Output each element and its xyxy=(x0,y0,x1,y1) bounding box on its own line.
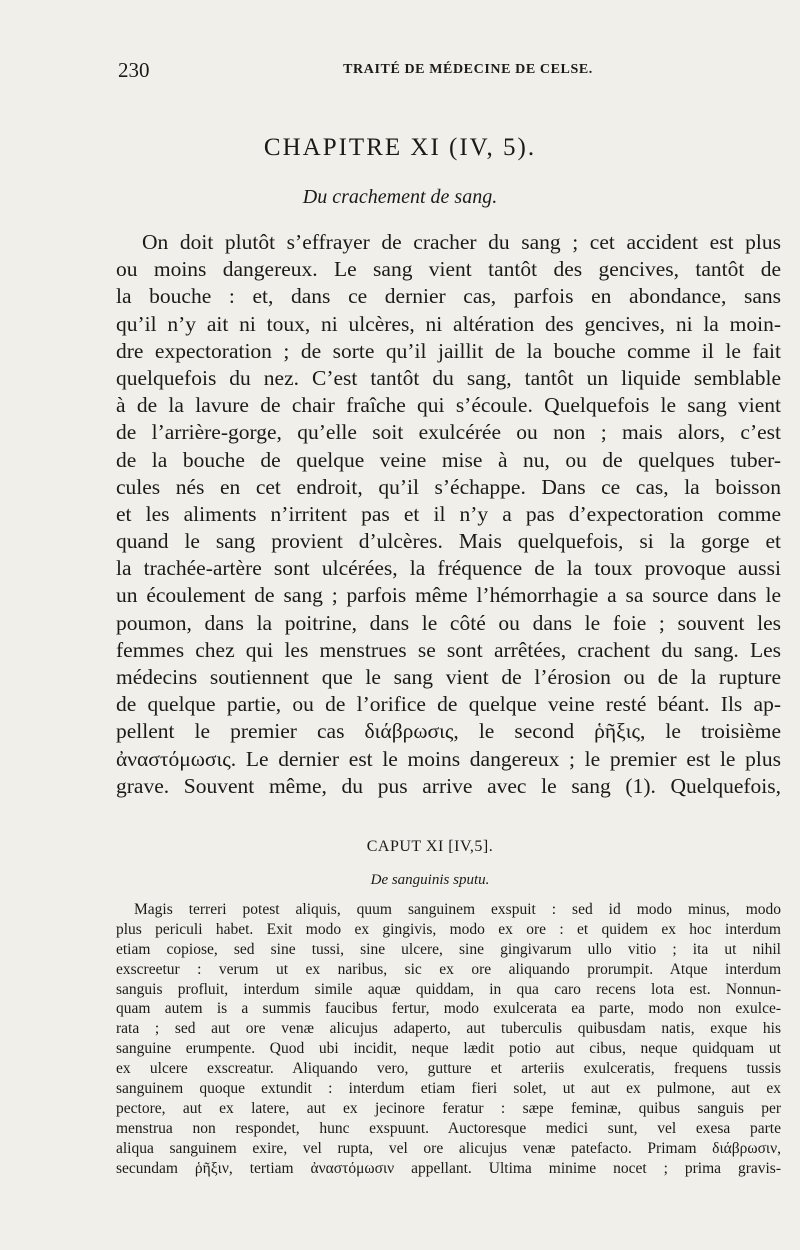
chapter-subtitle: Du crachement de sang. xyxy=(302,186,498,208)
text-line: femmes chez qui les menstrues se sont arrêtées, crachent du sang. Les xyxy=(116,637,781,662)
text-line: la bouche : et, dans ce dernier cas, parfois en abondance, sans xyxy=(116,284,781,309)
text-line: à de la lavure de chair fraîche qui s’écoule. Quelquefois le sang vient xyxy=(116,393,781,418)
page-number: 230 xyxy=(118,58,150,82)
text-line: grave. Souvent même, du pus arrive avec le sang (1). Quelquefois, xyxy=(116,773,781,798)
text-line: sanguis profluit, interdum simile aquæ quiddam, in qua caro recens lota est. Nonnun- xyxy=(116,980,781,998)
text-line: la trachée-artère sont ulcérées, la fréquence de la toux provoque aussi xyxy=(116,556,781,581)
text-line: Magis terreri potest aliquis, quum sanguinem exspuit : sed id modo minus, modo xyxy=(134,901,781,918)
text-line: ou moins dangereux. Le sang vient tantôt des gencives, tantôt de xyxy=(116,257,781,282)
text-line: plus periculi habet. Exit modo ex gingivis, modo ex ore : et quidem ex hoc interdum xyxy=(116,920,781,938)
text-line: On doit plutôt s’effrayer de cracher du sang ; cet accident est plus xyxy=(142,230,781,254)
text-line: quam autem is a summis faucibus fertur, modo exulcerata ea parte, modo non exulce- xyxy=(116,1000,781,1018)
latin-paragraph xyxy=(116,900,781,1178)
text-line: sanguine erumpente. Quod ubi incidit, neque lædit potio aut cibus, neque quidquam ut xyxy=(116,1040,781,1058)
text-line: menstrua non respondet, hunc exspuunt. Auctoresque medici sunt, vel exesa parte xyxy=(116,1119,781,1137)
caput-subtitle: De sanguinis sputu. xyxy=(370,872,490,888)
text-line: poumon, dans la poitrine, dans le côté ou dans le foie ; souvent les xyxy=(116,610,781,635)
french-paragraph xyxy=(116,229,781,800)
text-line: quelquefois du nez. C’est tantôt du sang, tantôt un liquide semblable xyxy=(116,365,781,390)
text-line: de l’arrière-gorge, qu’elle soit exulcérée ou non ; mais alors, c’est xyxy=(116,420,781,445)
text-line: cules nés en cet endroit, qu’il s’échappe. Dans ce cas, la boisson xyxy=(116,474,781,499)
text-line: exscreetur : verum ut ex naribus, sic ex ore aliquando prorumpit. Atque interdum xyxy=(116,960,781,978)
text-line: aliqua sanguinem exire, vel rupta, vel ore alicujus venæ patefacto. Primam διάβρωσιν, xyxy=(116,1139,781,1157)
running-title: TRAITÉ DE MÉDECINE DE CELSE. xyxy=(343,62,593,77)
text-line: dre expectoration ; de sorte qu’il jaillit de la bouche comme il le fait xyxy=(116,338,781,363)
text-line: rata ; sed aut ore venæ alicujus adaperto, aut tuberculis quibusdam natis, exque his xyxy=(116,1020,781,1038)
text-line: secundam ῥῆξιν, tertiam ἀναστόμωσιν appellant. Ultima minime nocet ; prima gravis- xyxy=(116,1159,781,1177)
text-line: quand le sang provient d’ulcères. Mais quelquefois, si la gorge et xyxy=(116,529,781,554)
text-line: etiam copiose, sed sine tussi, sine ulcere, sine gingivarum ullo vitio ; ita ut nihil xyxy=(116,940,781,958)
text-line: pellent le premier cas διάβρωσις, le second ῥῆξις, le troisième xyxy=(116,719,781,744)
text-line: qu’il n’y ait ni toux, ni ulcères, ni altération des gencives, ni la moin- xyxy=(116,311,781,336)
text-line: médecins soutiennent que le sang vient de l’érosion ou de la rupture xyxy=(116,665,781,689)
text-line: ex ulcere exscreatur. Aliquando vero, gutture et arteriis exulceratis, frequens tussis xyxy=(116,1060,781,1078)
running-head xyxy=(118,58,758,82)
text-line: et les aliments n’irritent pas et il n’y a pas d’expectoration comme xyxy=(116,501,781,526)
caput-title: CAPUT XI [IV,5]. xyxy=(366,838,494,855)
text-line: un écoulement de sang ; parfois même l’hémorrhagie a sa source dans le xyxy=(116,583,781,608)
text-line: de la bouche de quelque veine mise à nu, ou de quelques tuber- xyxy=(116,447,781,472)
text-line: sanguinem quoque extundit : interdum etiam fieri solet, ut aut ex pulmone, aut ex xyxy=(116,1080,781,1098)
text-line: de quelque partie, ou de l’orifice de quelque veine resté béant. Ils ap- xyxy=(116,692,781,717)
chapter-title: CHAPITRE XI (IV, 5). xyxy=(263,134,537,161)
text-line: ἀναστόμωσις. Le dernier est le moins dangereux ; le premier est le plus xyxy=(116,746,781,771)
text-line: pectore, aut ex latere, aut ex jecinore feratur : sæpe feminæ, quibus sanguis per xyxy=(116,1099,781,1117)
